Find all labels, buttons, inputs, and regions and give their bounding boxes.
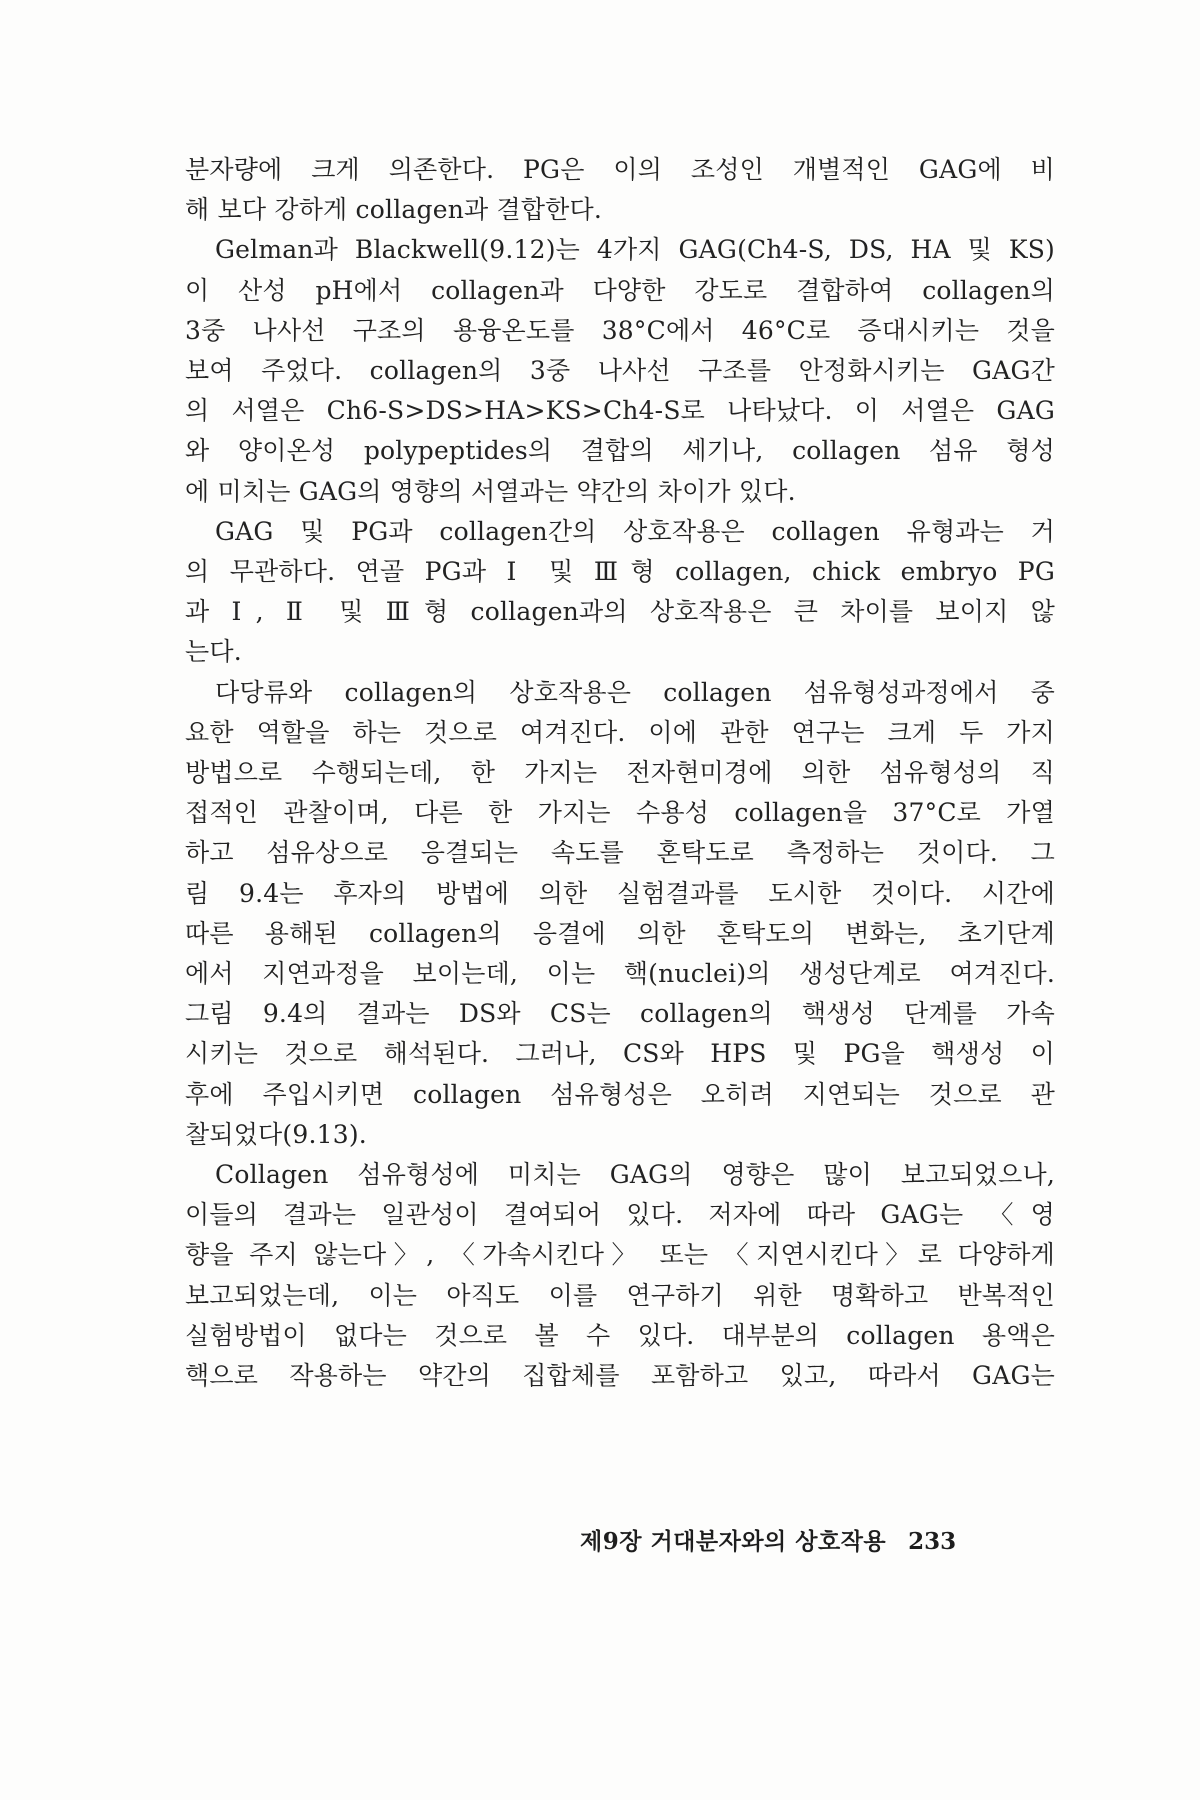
text-line: 3중 나사선 구조의 용융온도를 38°C에서 46°C로 증대시키는 것을 bbox=[185, 315, 1055, 345]
running-footer bbox=[580, 1523, 1030, 1556]
text-line: 요한 역할을 하는 것으로 여겨진다. 이에 관한 연구는 크게 두 가지 bbox=[185, 717, 1055, 747]
text-line: 보고되었는데, 이는 아직도 이를 연구하기 위한 명확하고 반복적인 bbox=[185, 1280, 1055, 1310]
body-text bbox=[185, 150, 1055, 1396]
text-line: 에서 지연과정을 보이는데, 이는 핵(nuclei)의 생성단계로 여겨진다. bbox=[185, 959, 1055, 989]
text-line: 이 산성 pH에서 collagen과 다양한 강도로 결합하여 collagen의 bbox=[185, 275, 1055, 305]
text-line: 실험방법이 없다는 것으로 볼 수 있다. 대부분의 collagen 용액은 bbox=[185, 1320, 1055, 1350]
text-line: 접적인 관찰이며, 다른 한 가지는 수용성 collagen을 37°C로 가열 bbox=[185, 798, 1055, 828]
text-line: 다당류와 collagen의 상호작용은 collagen 섬유형성과정에서 중 bbox=[215, 677, 1055, 707]
text-line: 향을 주지 않는다〉, 〈가속시킨다〉 또는 〈지연시킨다〉로 다양하게 bbox=[185, 1240, 1055, 1270]
chapter-title: 제9장 거대분자와의 상호작용 bbox=[580, 1528, 887, 1555]
text-line: 방법으로 수행되는데, 한 가지는 전자현미경에 의한 섬유형성의 직 bbox=[185, 758, 1055, 788]
page-number: 233 bbox=[908, 1528, 957, 1555]
text-line: 의 서열은 Ch6-S>DS>HA>KS>Ch4-S로 나타났다. 이 서열은 GAG bbox=[185, 396, 1055, 426]
text-line: 에 미치는 GAG의 영향의 서열과는 약간의 차이가 있다. bbox=[185, 476, 796, 506]
text-line: Gelman과 Blackwell(9.12)는 4가지 GAG(Ch4-S, DS, HA 및 KS) bbox=[215, 235, 1055, 265]
text-line: Collagen 섬유형성에 미치는 GAG의 영향은 많이 보고되었으나, bbox=[215, 1160, 1055, 1190]
text-line: 의 무관하다. 연골 PG과 Ⅰ 및 Ⅲ형 collagen, chick embryo PG bbox=[185, 557, 1055, 587]
text-line: 이들의 결과는 일관성이 결여되어 있다. 저자에 따라 GAG는 〈영 bbox=[185, 1200, 1055, 1230]
text-line: 보여 주었다. collagen의 3중 나사선 구조를 안정화시키는 GAG간 bbox=[185, 356, 1055, 386]
text-line: GAG 및 PG과 collagen간의 상호작용은 collagen 유형과는 거 bbox=[215, 516, 1055, 546]
text-line: 분자량에 크게 의존한다. PG은 이의 조성인 개별적인 GAG에 비 bbox=[185, 155, 1055, 184]
text-line: 과 Ⅰ, Ⅱ 및 Ⅲ형 collagen과의 상호작용은 큰 차이를 보이지 않 bbox=[185, 597, 1055, 627]
text-line: 그림 9.4의 결과는 DS와 CS는 collagen의 핵생성 단계를 가속 bbox=[185, 999, 1055, 1029]
text-line: 는다. bbox=[185, 637, 242, 667]
text-line: 후에 주입시키면 collagen 섬유형성은 오히려 지연되는 것으로 관 bbox=[185, 1079, 1055, 1109]
text-line: 찰되었다(9.13). bbox=[185, 1119, 367, 1149]
text-line: 와 양이온성 polypeptides의 결합의 세기나, collagen 섬유 형성 bbox=[185, 436, 1055, 466]
text-line: 핵으로 작용하는 약간의 집합체를 포함하고 있고, 따라서 GAG는 bbox=[185, 1361, 1055, 1391]
text-line: 림 9.4는 후자의 방법에 의한 실험결과를 도시한 것이다. 시간에 bbox=[185, 878, 1055, 908]
text-line: 해 보다 강하게 collagen과 결합한다. bbox=[185, 195, 603, 225]
text-line: 따른 용해된 collagen의 응결에 의한 혼탁도의 변화는, 초기단계 bbox=[185, 918, 1055, 948]
text-line: 시키는 것으로 해석된다. 그러나, CS와 HPS 및 PG을 핵생성 이 bbox=[185, 1039, 1055, 1069]
text-line: 하고 섬유상으로 응결되는 속도를 혼탁도로 측정하는 것이다. 그 bbox=[185, 838, 1055, 868]
